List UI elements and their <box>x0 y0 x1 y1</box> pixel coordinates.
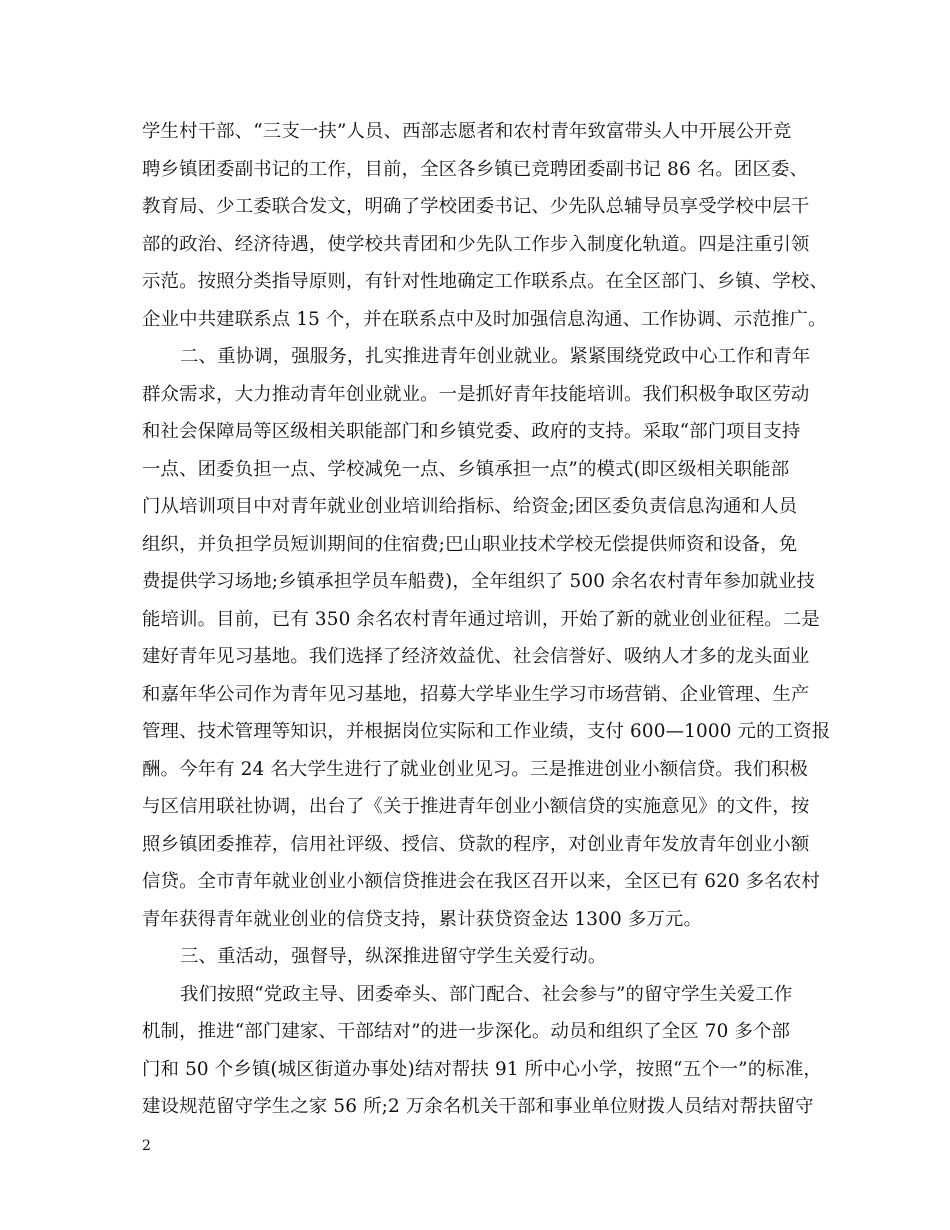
text-line: 门和 50 个乡镇(城区街道办事处)结对帮扶 91 所中心小学，按照“五个一”的标准， <box>142 1058 822 1080</box>
text-line: 机制，推进“部门建家、干部结对”的进一步深化。动员和组织了全区 70 多个部 <box>142 1021 791 1042</box>
text-line: 照乡镇团委推荐，信用社评级、授信、贷款的程序，对创业青年发放青年创业小额 <box>142 833 810 855</box>
text-line: 与区信用联社协调，出台了《关于推进青年创业小额信贷的实施意见》的文件，按 <box>142 796 810 817</box>
text-line: 群众需求，大力推动青年创业就业。一是抓好青年技能培训。我们积极争取区劳动 <box>142 383 810 405</box>
text-line: 组织，并负担学员短训期间的住宿费;巴山职业技术学校无偿提供师资和设备，免 <box>142 533 798 555</box>
text-line: 一点、团委负担一点、学校减免一点、乡镇承担一点”的模式(即区级相关职能部 <box>142 458 790 480</box>
text-line: 我们按照“党政主导、团委牵头、部门配合、社会参与”的留守学生关爱工作 <box>180 983 793 1005</box>
text-line: 示范。按照分类指导原则，有针对性地确定工作联系点。在全区部门、乡镇、学校、 <box>142 271 829 292</box>
text-line: 二、重协调，强服务，扎实推进青年创业就业。紧紧围绕党政中心工作和青年 <box>180 346 811 367</box>
text-line: 企业中共建联系点 15 个，并在联系点中及时加强信息沟通、工作协调、示范推广。 <box>142 308 827 330</box>
text-line: 和嘉年华公司作为青年见习基地，招募大学毕业生学习市场营销、企业管理、生产 <box>142 683 810 705</box>
text-line: 教育局、少工委联合发文，明确了学校团委书记、少先队总辅导员享受学校中层干 <box>142 196 810 217</box>
text-line: 建设规范留守学生之家 56 所;2 万余名机关干部和事业单位财拨人员结对帮扶留守 <box>142 1096 814 1117</box>
text-line: 管理、技术管理等知识，并根据岗位实际和工作业绩，支付 600—1000 元的工资报 <box>142 721 831 742</box>
text-line: 和社会保障局等区级相关职能部门和乡镇党委、政府的支持。采取“部门项目支持 <box>142 421 801 442</box>
text-line: 能培训。目前，已有 350 余名农村青年通过培训，开始了新的就业创业征程。二是 <box>142 608 820 630</box>
text-line: 信贷。全市青年就业创业小额信贷推进会在我区召开以来，全区已有 620 多名农村 <box>142 871 820 892</box>
text-line: 聘乡镇团委副书记的工作，目前，全区各乡镇已竞聘团委副书记 86 名。团区委、 <box>142 158 809 180</box>
text-line: 学生村干部、“三支一扶”人员、西部志愿者和农村青年致富带头人中开展公开竞 <box>142 121 792 142</box>
text-line: 建好青年见习基地。我们选择了经济效益优、社会信誉好、吸纳人才多的龙头面业 <box>142 646 810 667</box>
text-line: 门从培训项目中对青年就业创业培训给指标、给资金;团区委负责信息沟通和人员 <box>142 496 798 517</box>
document-body <box>142 113 831 1126</box>
text-line: 三、重活动，强督导，纵深推进留守学生关爱行动。 <box>180 946 607 967</box>
text-line: 酬。今年有 24 名大学生进行了就业创业见习。三是推进创业小额信贷。我们积极 <box>142 758 809 780</box>
page-number: 2 <box>142 1138 151 1154</box>
text-line: 部的政治、经济待遇，使学校共青团和少先队工作步入制度化轨道。四是注重引领 <box>142 233 810 255</box>
text-line: 费提供学习场地;乡镇承担学员车船费)，全年组织了 500 余名农村青年参加就业技 <box>142 571 816 592</box>
text-line: 青年获得青年就业创业的信贷支持，累计获贷资金达 1300 多万元。 <box>142 908 702 930</box>
